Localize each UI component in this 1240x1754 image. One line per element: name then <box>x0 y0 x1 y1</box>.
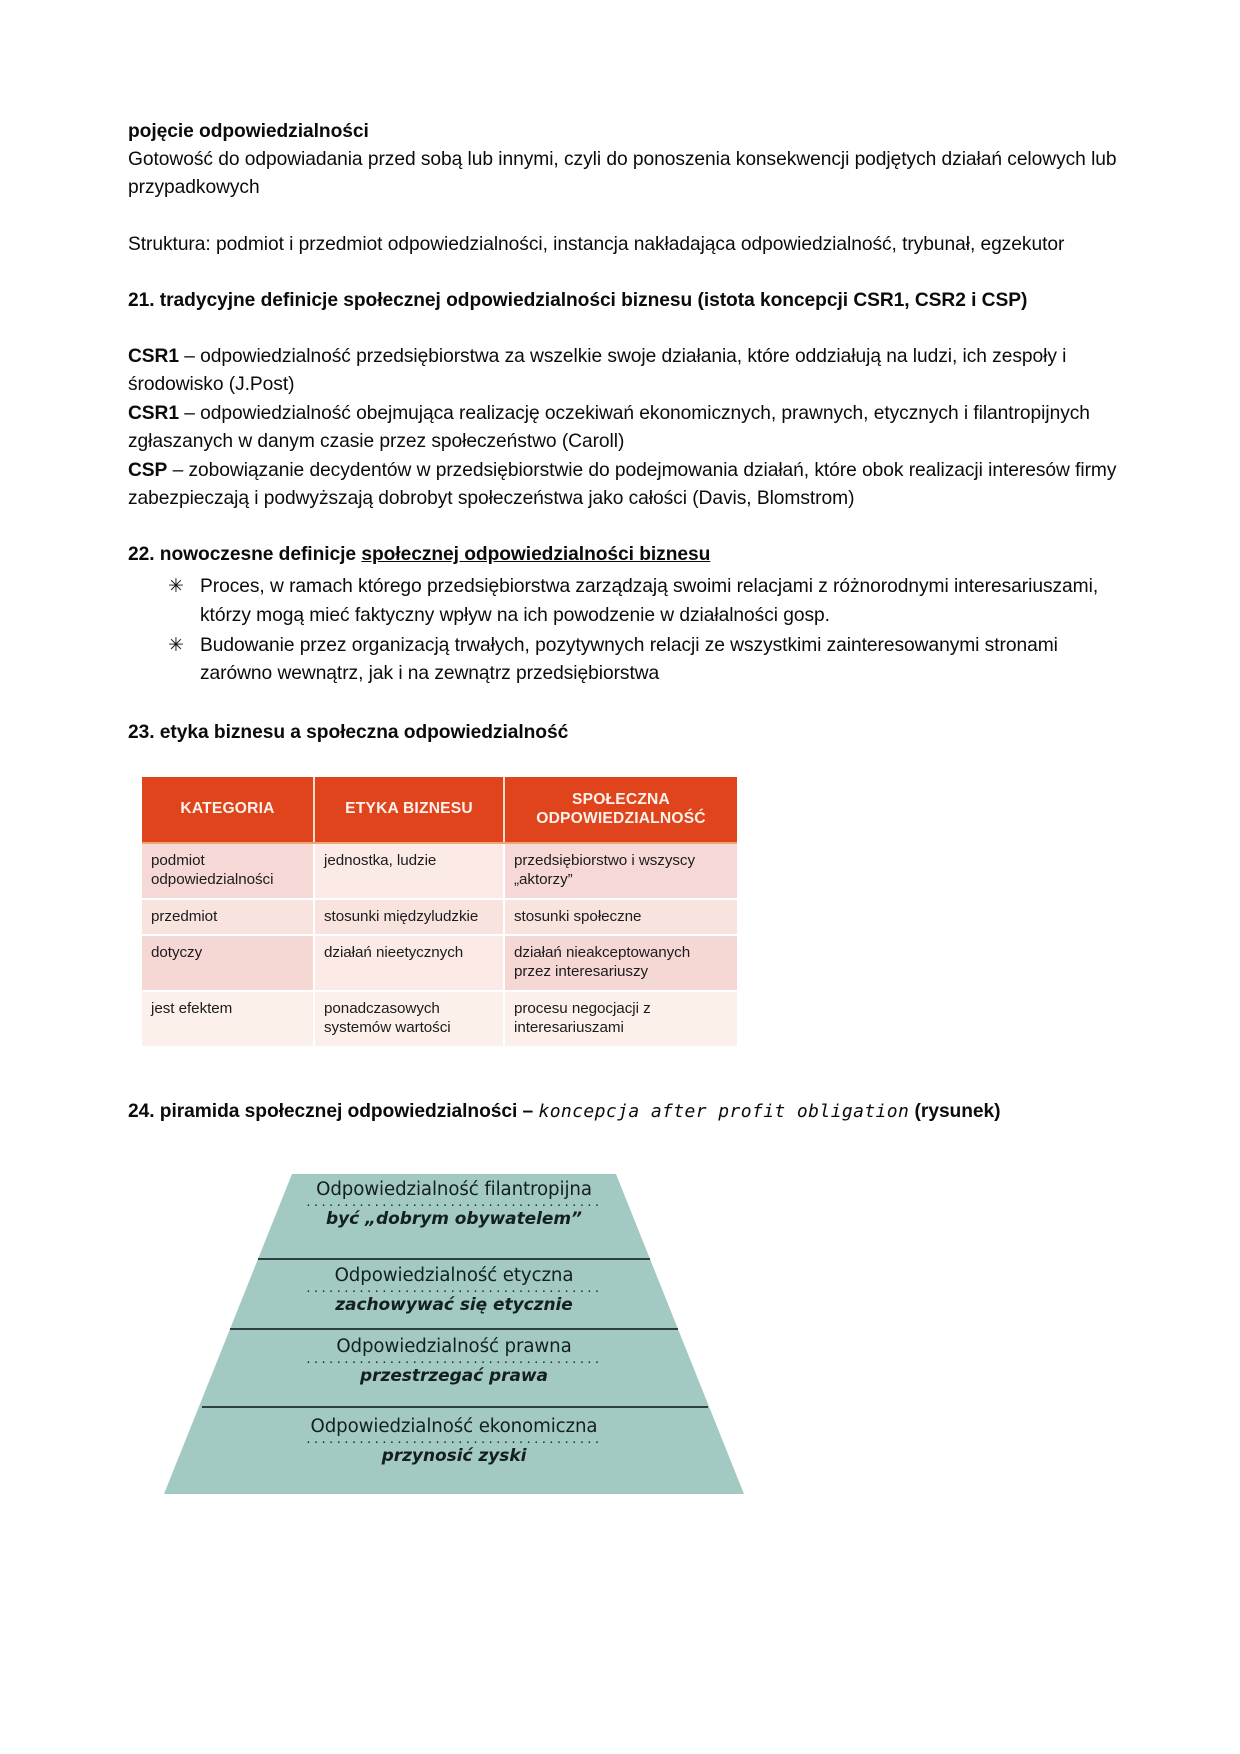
column-header-line-1: SPOŁECZNA <box>572 790 670 808</box>
document-body <box>128 118 1122 1504</box>
section-heading-24 <box>128 1098 1122 1126</box>
column-header-spoleczna-odpowiedzialnosc <box>504 777 737 843</box>
spacer <box>128 1076 1122 1098</box>
definition-csp <box>128 457 1122 514</box>
definition-label: CSR1 <box>128 402 179 424</box>
cell-spoleczna: stosunki społeczne <box>504 899 737 935</box>
spacer <box>128 315 1122 343</box>
cell-kategoria: przedmiot <box>142 899 314 935</box>
column-header-kategoria: KATEGORIA <box>142 777 314 843</box>
spacer <box>128 259 1122 287</box>
spacer <box>128 1048 1122 1076</box>
cell-etyka: działań nieetycznych <box>314 935 504 991</box>
modern-definitions-list <box>128 573 1122 689</box>
table-row <box>142 899 737 935</box>
definition-text: – odpowiedzialność przedsiębiorstwa za wszelkie swoje działania, które oddziałują na ludzi, ich zespoły i środowisko (J.Post) <box>128 345 1067 396</box>
definition-text: – odpowiedzialność obejmująca realizację oczekiwań ekonomicznych, prawnych, etycznych i filantropijnych zgłaszanych w danym czasie przez społeczeństwo (Caroll) <box>128 402 1090 453</box>
definition-label: CSP <box>128 459 168 481</box>
pyramid-level-title: Odpowiedzialność prawna <box>336 1335 572 1357</box>
pyramid-level-title: Odpowiedzialność filantropijna <box>316 1178 592 1200</box>
dotted-divider-icon: ······································· <box>305 1281 603 1299</box>
csr-pyramid <box>164 1174 744 1494</box>
column-header-line-2: ODPOWIEDZIALNOŚĆ <box>536 809 706 827</box>
definition-csr1-post <box>128 343 1122 400</box>
cell-etyka: ponadczasowych systemów wartości <box>314 991 504 1047</box>
asterisk-bullet-icon: ✳ <box>168 576 184 598</box>
cell-spoleczna: procesu negocjacji z interesariuszami <box>504 991 737 1047</box>
list-item-text: Budowanie przez organizacją trwałych, pozytywnych relacji ze wszystkimi zainteresowanymi stronami zarówno wewnątrz, jak i na zewnątrz przedsiębiorstwa <box>200 635 1058 685</box>
heading-prefix: 24. piramida społecznej odpowiedzialności – <box>128 1100 539 1122</box>
dotted-divider-icon: ······································· <box>305 1195 603 1213</box>
cell-kategoria: jest efektem <box>142 991 314 1047</box>
pyramid-level-subtitle: być „dobrym obywatelem” <box>326 1208 582 1229</box>
heading-italic-concept: koncepcja after profit obligation <box>538 1100 910 1122</box>
table-row <box>142 935 737 991</box>
pyramid-level-title: Odpowiedzialność etyczna <box>334 1264 574 1286</box>
cell-spoleczna: działań nieakceptowanych przez interesariuszy <box>504 935 737 991</box>
heading-underlined-part: społecznej odpowiedzialności biznesu <box>361 544 711 566</box>
cell-etyka: jednostka, ludzie <box>314 843 504 899</box>
pyramid-level-subtitle: przestrzegać prawa <box>360 1365 548 1386</box>
spacer <box>128 203 1122 231</box>
definition-text: – zobowiązanie decydentów w przedsiębiorstwie do podejmowania działań, które obok realizacji interesów firmy zabezpieczają i podwyższają dobrobyt społeczeństwa jako całości (Davis, Blomstrom) <box>128 459 1117 509</box>
concept-structure-text: Struktura: podmiot i przedmiot odpowiedzialności, instancja nakładająca odpowiedzialność, trybunał, egzekutor <box>128 233 1065 255</box>
dotted-divider-icon: ······································· <box>305 1432 603 1450</box>
table-row <box>142 991 737 1047</box>
list-item-text: Proces, w ramach którego przedsiębiorstwa zarządzają swoimi relacjami z różnorodnymi interesariuszami, którzy mogą mieć faktyczny wpływ na ich powodzenie w działalności gosp. <box>200 576 1099 626</box>
list-item <box>128 632 1122 689</box>
section-heading-23: 23. etyka biznesu a społeczna odpowiedzialność <box>128 721 569 743</box>
section-heading-concept: pojęcie odpowiedzialności <box>128 121 369 142</box>
cell-etyka: stosunki międzyludzkie <box>314 899 504 935</box>
heading-suffix: (rysunek) <box>909 1100 1001 1122</box>
section-heading-22 <box>128 541 1122 569</box>
section-heading-21: 21. tradycyjne definicje społecznej odpowiedzialności biznesu (istota koncepcji CSR1, CSR2 i CSP) <box>128 290 1028 312</box>
cell-kategoria: podmiot odpowiedzialności <box>142 843 314 899</box>
column-header-etyka-biznesu: ETYKA BIZNESU <box>314 777 504 843</box>
pyramid-shape-icon <box>164 1174 744 1494</box>
concept-definition-text: Gotowość do odpowiadania przed sobą lub innymi, czyli do ponoszenia konsekwencji podjętych działań celowych lub przypadkowych <box>128 148 1117 199</box>
cell-spoleczna: przedsiębiorstwo i wszyscy „aktorzy” <box>504 843 737 899</box>
pyramid-level-subtitle: zachowywać się etycznie <box>335 1294 573 1315</box>
ethics-vs-responsibility-table <box>142 777 737 1048</box>
definition-label: CSR1 <box>128 345 179 367</box>
dotted-divider-icon: ······································· <box>305 1352 603 1370</box>
table-header <box>142 777 737 843</box>
asterisk-bullet-icon: ✳ <box>168 635 184 656</box>
table-header-row <box>142 777 737 843</box>
pyramid-level-subtitle: przynosić zyski <box>381 1445 527 1466</box>
cell-kategoria: dotyczy <box>142 935 314 991</box>
heading-prefix: 22. nowoczesne definicje <box>128 544 362 566</box>
table-row <box>142 843 737 899</box>
csr-pyramid-figure <box>128 1174 1122 1504</box>
spacer <box>128 513 1122 541</box>
table-body <box>142 843 737 1047</box>
spacer <box>128 691 1122 719</box>
list-item <box>128 573 1122 630</box>
pyramid-level-title: Odpowiedzialność ekonomiczna <box>310 1415 598 1437</box>
definition-csr1-caroll <box>128 400 1122 457</box>
ethics-vs-responsibility-table-wrap <box>142 777 1122 1048</box>
